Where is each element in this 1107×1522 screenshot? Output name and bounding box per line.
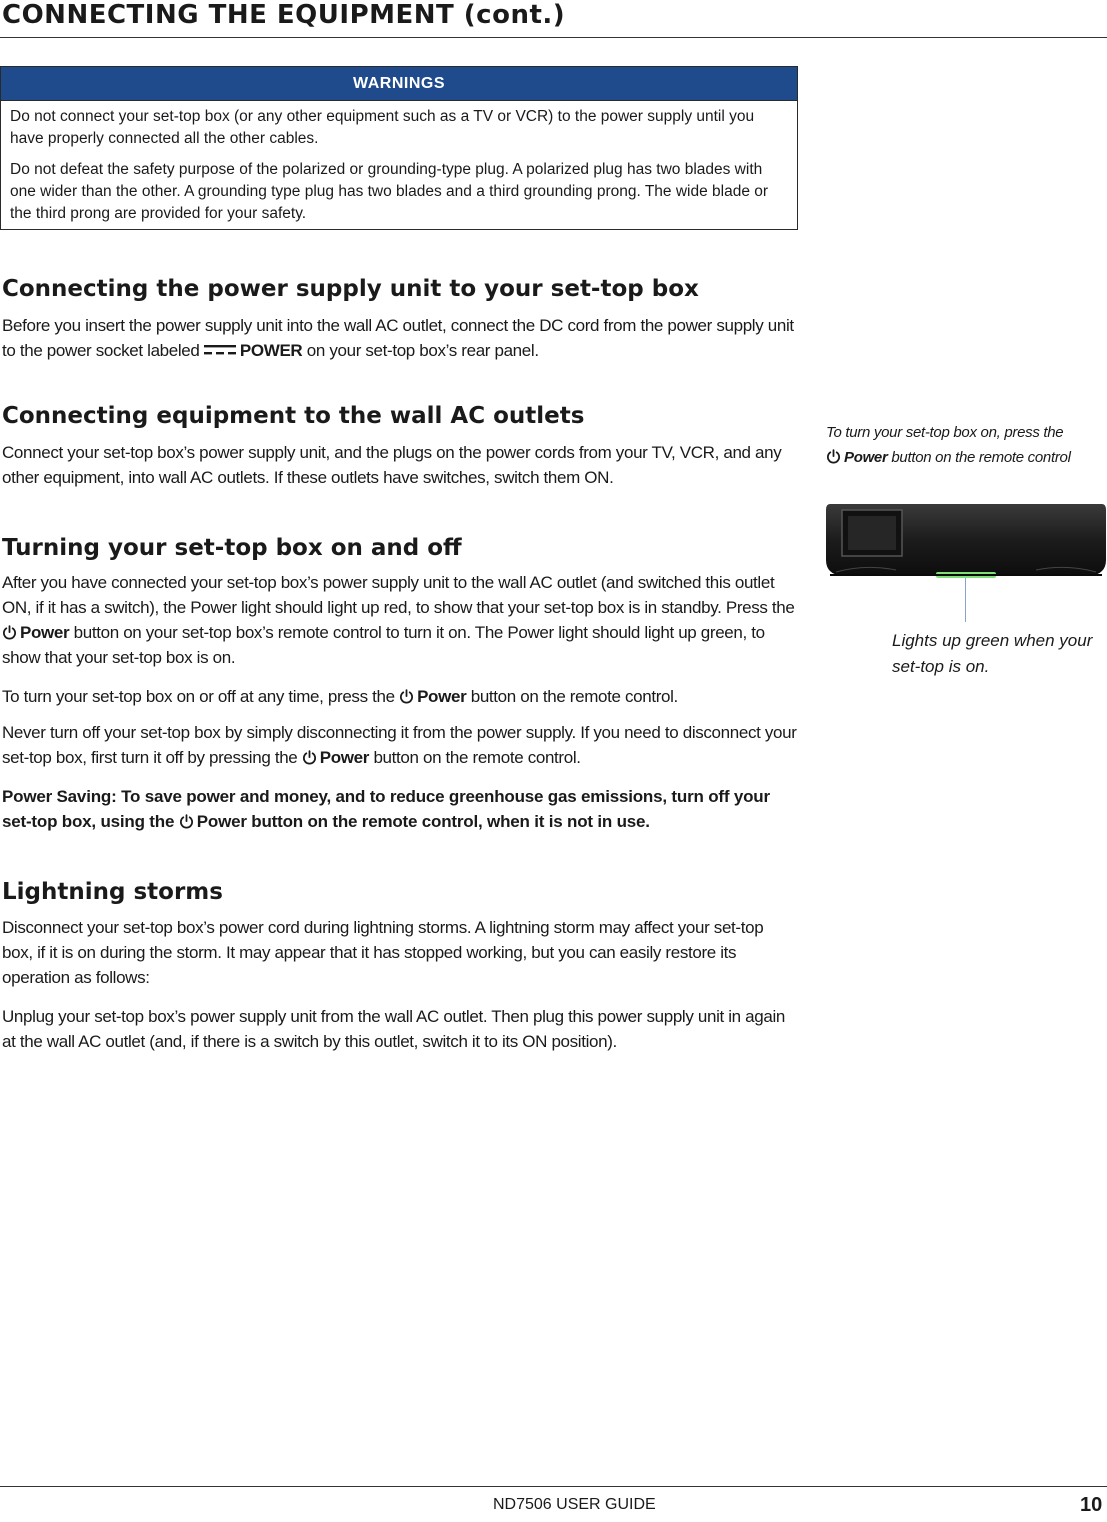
- text: Never turn off your set-top box by simply disconnecting it from the power supply. If you need to disconnect your set-top box, first turn it off by pressing the: [2, 723, 797, 767]
- text: Power Saving: To save power and money, and to reduce greenhouse gas emissions, turn off your set-top box, using the: [2, 787, 770, 831]
- side-note-text: button on the remote control: [891, 449, 1071, 466]
- heading-wall-outlets: Connecting equipment to the wall AC outlets: [2, 403, 585, 429]
- text: After you have connected your set-top box’s power supply unit to the wall AC outlet (and switched this outlet ON, if it has a switch), the Power light should light up red, to show that your set-top box is in standby. Press the: [2, 573, 795, 617]
- device-caption: Lights up green when your set-top is on.: [892, 631, 1093, 676]
- paragraph-on-off-1: [2, 570, 798, 670]
- heading-on-off: Turning your set-top box on and off: [2, 535, 462, 561]
- paragraph-lightning-1: Disconnect your set-top box’s power cord during lightning storms. A lightning storm may affect your set-top box, if it is on during the storm. It may appear that it has stopped working, but you can easily restore its operation as follows:: [2, 918, 764, 987]
- power-word: Power: [844, 449, 888, 466]
- power-word: Power: [417, 687, 467, 706]
- callout-line: [965, 578, 966, 622]
- power-icon: [2, 625, 17, 640]
- text: To turn your set-top box on or off at any time, press the: [2, 687, 395, 706]
- page-title: CONNECTING THE EQUIPMENT (cont.): [2, 0, 566, 30]
- power-icon: [302, 750, 317, 765]
- warning-paragraph: Do not connect your set-top box (or any other equipment such as a TV or VCR) to the power supply until you have properly connected all the other cables.: [10, 108, 755, 147]
- power-icon: [399, 689, 414, 704]
- power-label: POWER: [239, 341, 303, 360]
- heading-power-supply: Connecting the power supply unit to your set-top box: [2, 276, 699, 302]
- text: on your set-top box’s rear panel.: [306, 341, 539, 360]
- text: button on the remote control.: [373, 748, 581, 767]
- set-top-box-illustration: [826, 502, 1106, 582]
- warning-paragraph: Do not defeat the safety purpose of the polarized or grounding-type plug. A polarized plug has two blades with one wider than the other. A grounding type plug has two blades and a third grounding prong. The wide blade or the third prong are provided for your safety.: [10, 161, 769, 222]
- warnings-body: [1, 101, 797, 225]
- warnings-header: WARNINGS: [1, 67, 797, 101]
- footer-title: ND7506 USER GUIDE: [493, 1496, 656, 1513]
- side-note-text: To turn your set-top box on, press the: [826, 424, 1064, 441]
- power-icon: [179, 814, 194, 829]
- title-divider: [0, 37, 1107, 38]
- warnings-box: [0, 66, 798, 230]
- text: button on the remote control.: [470, 687, 678, 706]
- paragraph-lightning-2: Unplug your set-top box’s power supply unit from the wall AC outlet. Then plug this power supply unit in again at the wall AC outlet (and, if there is a switch by this outlet, switch it to its ON position).: [2, 1007, 786, 1051]
- text: Before you insert the power supply unit into the wall AC outlet, connect the DC cord from the power supply unit to the power socket labeled: [2, 316, 794, 360]
- side-note: [826, 420, 1106, 470]
- power-word: Power: [319, 748, 370, 767]
- paragraph-power-supply: [2, 313, 798, 363]
- power-word: Power: [20, 623, 70, 642]
- paragraph-power-saving: [2, 784, 798, 834]
- text: button on your set-top box’s remote control to turn it on. The Power light should light up green, to show that your set-top box is on.: [2, 623, 765, 667]
- paragraph-wall-outlets: Connect your set-top box’s power supply unit, and the plugs on the power cords from your TV, VCR, and any other equipment, into wall AC outlets. If these outlets have switches, switch them ON.: [2, 443, 782, 487]
- paragraph-on-off-2: [2, 684, 798, 709]
- footer-divider: [0, 1486, 1107, 1487]
- text: Power button on the remote control, when it is not in use.: [196, 812, 650, 831]
- paragraph-on-off-3: [2, 720, 798, 770]
- dc-power-icon: [204, 344, 236, 356]
- page-number: 10: [1080, 1494, 1103, 1516]
- power-icon: [826, 449, 841, 464]
- heading-lightning: Lightning storms: [2, 879, 223, 905]
